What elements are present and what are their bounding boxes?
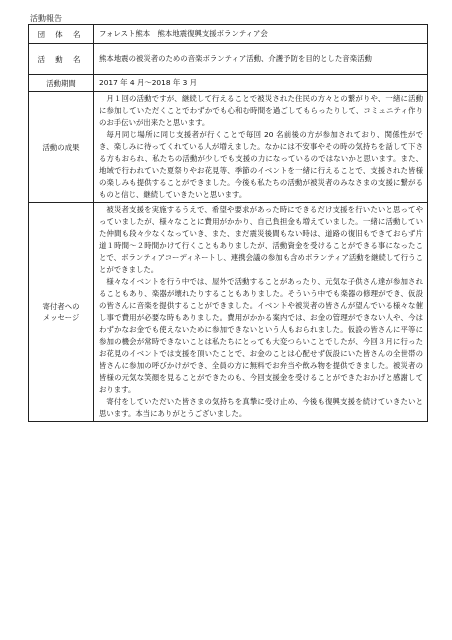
results-body [94,92,428,203]
message-body [94,203,428,422]
results-paragraph: 毎月同じ場所に同じ支援者が行くことで毎回 20 名前後の方が参加されており、関係性ができ、楽しみに待ってくれている人が増えました。なかには不安事やその時の気持ちを話して下さる方もおられ、私たちの活動が少しでも支援の力になっているのではないかと思います。また、地域で行われていた夏祭りやお花見等、季節のイベントを一緒に行えることで、支援された皆様の楽しみも提供することができました。今後も私たちの活動が被災者のみなさまの支援に繋がるものと信じ、継続していきたいと思います。 [99,130,423,199]
activity-report-table [28,24,428,422]
results-label: 活動の成果 [29,92,94,203]
message-label [29,203,94,422]
message-row [29,203,428,422]
message-label-line: メッセージ [42,313,80,322]
organization-label: 団 体 名 [29,25,94,44]
results-paragraph: 月１回の活動ですが、継続して行えることで被災された住民の方々との繋がりや、一緒に活動に参加していただくことでわずかでも心和む時間を過ごしてもらったりして、コミュニティ作りのお手伝いが出来たと思います。 [99,94,423,127]
period-value: 2017 年 4 月～2018 年 3 月 [94,75,428,92]
page-heading: 活動報告 [30,14,62,23]
organization-row [29,25,428,44]
message-paragraph: 様々なイベントを行う中では、屋外で活動することがあったり、元気な子供さん達が参加されることもあり、楽器が壊れたりすることもありました。そういう中でも楽器の修理ができ、仮設の皆さんに音楽を提供することができました。イベントや被災者の皆さんが望んでいる様々な催し事で費用が必要な時もありました。費用がかかる案内では、お金の管理ができない人や、今はわずかなお金でも使えないために参加できないという人もおられました。仮設の皆さんに平等に参加の機会が常時できないことは私たちにとっても大変つらいことでしたが、今回３月に行ったお花見のイベントでは支援を頂いたことで、お金のことは心配せず仮設にいた皆さんの全世帯の皆さんに参加の呼びかけができ、全員の方に無料でお弁当や飲み物を提供できました。被災者の皆様の元気な笑顔を見ることができたのも、今回支援金を受けることができたおかげと感謝しております。 [99,277,423,394]
results-row [29,92,428,203]
organization-value: フォレスト熊本 熊本地震復興支援ボランティア会 [94,25,428,44]
activity-name-label: 活 動 名 [29,44,94,75]
activity-name-row [29,44,428,75]
message-paragraph: 寄付をしていただいた皆さまの気持ちを真摯に受け止め、今後も復興支援を続けていきたいと思います。本当にありがとうございました。 [99,397,423,418]
activity-name-value: 熊本地震の被災者のための音楽ボランティア活動、介護予防を目的とした音楽活動 [94,44,428,75]
message-label-line: 寄付者への [42,302,80,311]
period-label: 活動期間 [29,75,94,92]
period-row [29,75,428,92]
message-paragraph: 被災者支援を実施するうえで、希望や要求があった時にできるだけ支援を行いたいと思ってやっていましたが、様々なことに費用がかかり、自己負担金も増えていました。一緒に活動していた仲間も段々少なくなっていき、また、まだ震災後間もない時は、道路の復旧もできておらず片道１時間～２時間かけて行くこともありましたが、活動資金を受けることができる事になったことで、ボランティアコーディネートし、連携会議の参加も含めボランティア活動を継続して行うことができました。 [99,205,423,274]
